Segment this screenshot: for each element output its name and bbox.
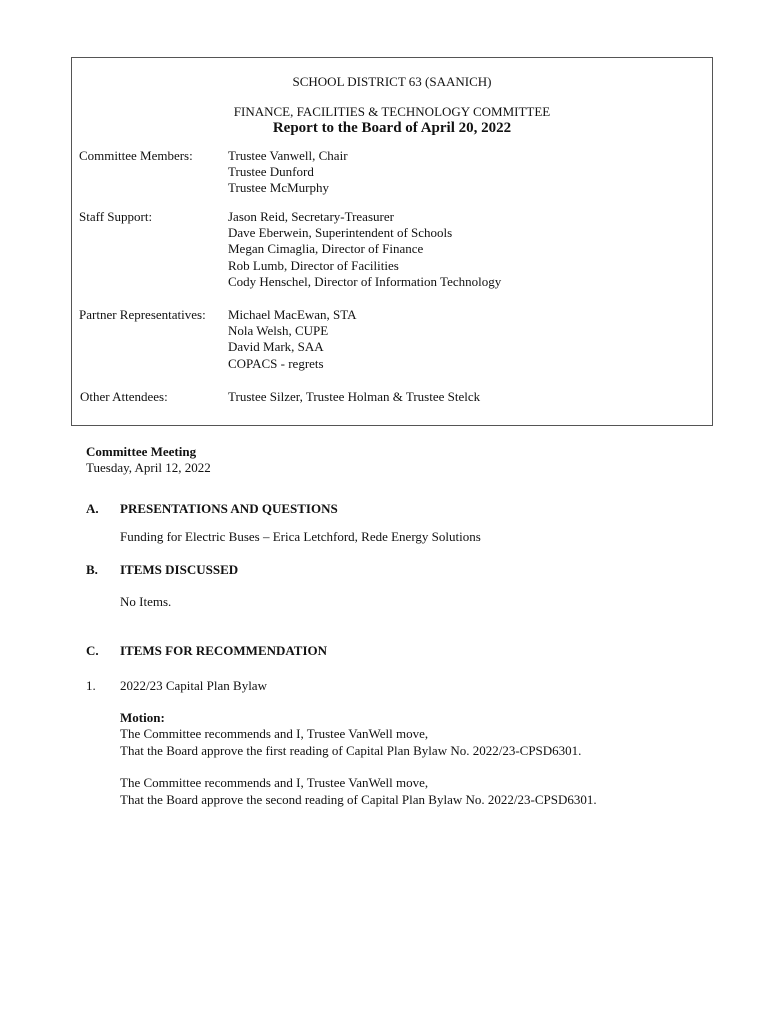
committee-members-label: Committee Members:	[79, 148, 193, 163]
committee-member: Trustee McMurphy	[228, 180, 329, 195]
partner-representative: Michael MacEwan, STA	[228, 307, 357, 322]
meeting-title: Committee Meeting	[86, 444, 197, 459]
partner-representatives-label: Partner Representatives:	[79, 307, 206, 322]
meeting-date: Tuesday, April 12, 2022	[86, 460, 211, 475]
section-b-title: ITEMS DISCUSSED	[120, 562, 239, 577]
motion-1-line-2: That the Board approve the first reading of Capital Plan Bylaw No. 2022/23-CPSD6301.	[120, 743, 582, 758]
staff-member: Dave Eberwein, Superintendent of Schools	[228, 225, 453, 240]
other-attendees-label: Other Attendees:	[80, 389, 168, 404]
staff-member: Jason Reid, Secretary-Treasurer	[228, 209, 394, 224]
section-a-title: PRESENTATIONS AND QUESTIONS	[120, 501, 338, 516]
motion-2-line-2: That the Board approve the second reading of Capital Plan Bylaw No. 2022/23-CPSD6301.	[120, 792, 597, 807]
section-a-letter: A.	[86, 501, 99, 516]
staff-member: Megan Cimaglia, Director of Finance	[228, 241, 424, 256]
committee-member: Trustee Dunford	[228, 164, 314, 179]
committee-member: Trustee Vanwell, Chair	[228, 148, 348, 163]
motion-1-line-1: The Committee recommends and I, Trustee VanWell move,	[120, 726, 429, 741]
partner-representative: David Mark, SAA	[228, 339, 324, 354]
item-1-title: 2022/23 Capital Plan Bylaw	[120, 678, 267, 693]
committee-name: FINANCE, FACILITIES & TECHNOLOGY COMMITTEE	[233, 104, 551, 119]
partner-representative: COPACS - regrets	[228, 356, 324, 371]
other-attendee: Trustee Silzer, Trustee Holman & Trustee Stelck	[228, 389, 481, 404]
item-1-number: 1.	[86, 678, 96, 693]
district-name: SCHOOL DISTRICT 63 (SAANICH)	[292, 74, 492, 89]
staff-member: Rob Lumb, Director of Facilities	[228, 258, 399, 273]
section-a-body: Funding for Electric Buses – Erica Letchford, Rede Energy Solutions	[120, 529, 481, 544]
staff-member: Cody Henschel, Director of Information Technology	[228, 274, 502, 289]
report-title: Report to the Board of April 20, 2022	[272, 120, 512, 136]
section-c-letter: C.	[86, 643, 99, 658]
section-c-title: ITEMS FOR RECOMMENDATION	[120, 643, 328, 658]
partner-representative: Nola Welsh, CUPE	[228, 323, 329, 338]
motion-2-line-1: The Committee recommends and I, Trustee VanWell move,	[120, 775, 429, 790]
section-b-letter: B.	[86, 562, 98, 577]
staff-support-label: Staff Support:	[79, 209, 153, 224]
section-b-body: No Items.	[120, 594, 172, 609]
motion-label: Motion:	[120, 710, 165, 725]
